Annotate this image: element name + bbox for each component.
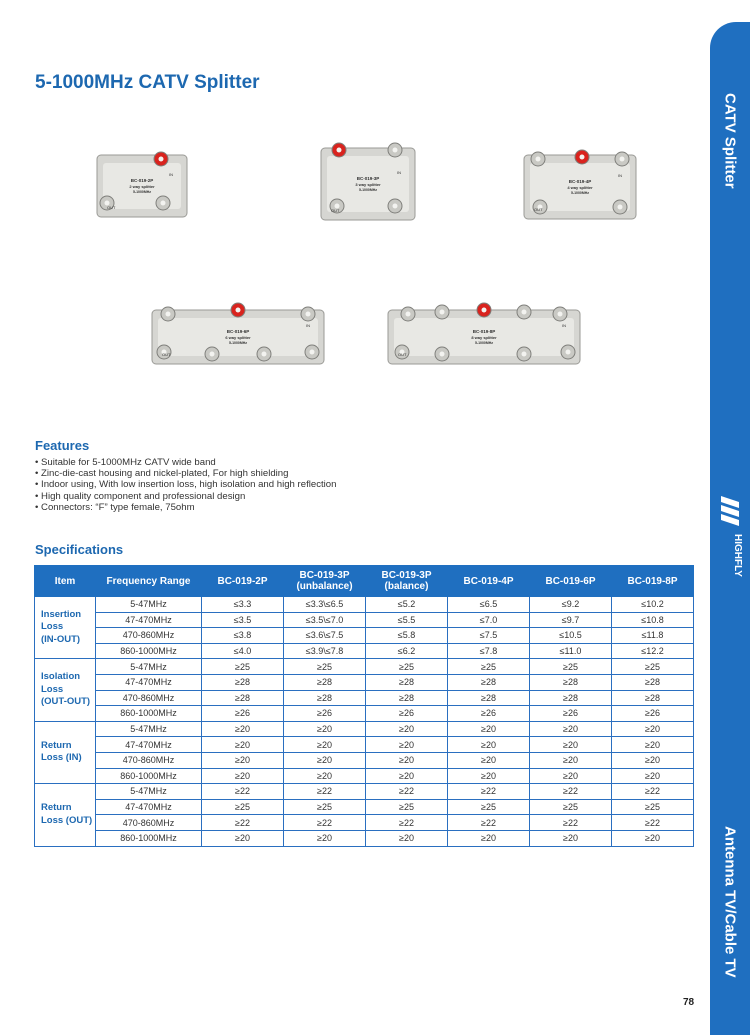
- spec-value-cell: ≥22: [530, 815, 612, 831]
- spec-value-cell: ≥25: [448, 659, 530, 675]
- spec-value-cell: ≥25: [366, 659, 448, 675]
- frequency-range-cell: 860-1000MHz: [96, 830, 202, 846]
- spec-value-cell: ≥20: [366, 830, 448, 846]
- spec-value-cell: ≥28: [202, 674, 284, 690]
- port-in-label: IN: [618, 173, 622, 178]
- spec-value-cell: ≥20: [202, 752, 284, 768]
- spec-value-cell: ≤11.8: [612, 628, 694, 644]
- frequency-range-cell: 470-860MHz: [96, 815, 202, 831]
- specifications-heading: Specifications: [35, 542, 124, 557]
- spec-value-cell: ≥20: [530, 721, 612, 737]
- table-header-cell: BC-019-4P: [448, 566, 530, 597]
- spec-value-cell: ≥26: [612, 706, 694, 722]
- table-header-cell: Item: [35, 566, 96, 597]
- spec-value-cell: ≥22: [530, 784, 612, 800]
- spec-value-cell: ≥20: [530, 752, 612, 768]
- table-row: [35, 737, 694, 753]
- port-out-label: OUT: [107, 205, 116, 210]
- product-desc-label: 6 way splitter: [225, 335, 251, 340]
- feature-item: • Zinc-die-cast housing and nickel-plated, For high shielding: [35, 468, 336, 479]
- frequency-range-cell: 47-470MHz: [96, 612, 202, 628]
- spec-value-cell: ≥20: [284, 737, 366, 753]
- spec-value-cell: ≥22: [202, 784, 284, 800]
- product-model-label: BC-019-4P: [568, 179, 592, 184]
- frequency-range-cell: 860-1000MHz: [96, 643, 202, 659]
- port-out-label: OUT: [398, 352, 407, 357]
- port-in-label: IN: [562, 323, 566, 328]
- frequency-range-cell: 5-47MHz: [96, 721, 202, 737]
- table-row: [35, 674, 694, 690]
- spec-value-cell: ≤3.5: [202, 612, 284, 628]
- spec-value-cell: ≥20: [612, 830, 694, 846]
- spec-value-cell: ≥26: [530, 706, 612, 722]
- port-out-label: OUT: [162, 352, 171, 357]
- feature-item: • Indoor using, With low insertion loss, high isolation and high reflection: [35, 479, 336, 490]
- spec-value-cell: ≤9.2: [530, 597, 612, 613]
- spec-value-cell: ≥20: [202, 830, 284, 846]
- spec-value-cell: ≤3.5\≤7.0: [284, 612, 366, 628]
- spec-value-cell: ≥25: [612, 799, 694, 815]
- spec-value-cell: ≥28: [448, 690, 530, 706]
- product-model-label: BC-019-8P: [472, 329, 496, 334]
- splitter-product-image: [520, 145, 640, 225]
- spec-value-cell: ≤3.6\≤7.5: [284, 628, 366, 644]
- spec-value-cell: ≥22: [366, 784, 448, 800]
- spec-value-cell: ≥20: [366, 737, 448, 753]
- spec-group-label: Return Loss (OUT): [35, 784, 96, 846]
- spec-value-cell: ≤7.5: [448, 628, 530, 644]
- product-freq-label: 5-1000MHz: [132, 190, 152, 194]
- port-out-label: OUT: [331, 208, 340, 213]
- product-freq-label: 5-1000MHz: [358, 188, 378, 192]
- spec-value-cell: ≤7.8: [448, 643, 530, 659]
- table-header-cell: BC-019-6P: [530, 566, 612, 597]
- spec-group-label: Return Loss (IN): [35, 721, 96, 783]
- spec-value-cell: ≥28: [612, 674, 694, 690]
- spec-value-cell: ≥22: [612, 815, 694, 831]
- spec-value-cell: ≥22: [612, 784, 694, 800]
- spec-value-cell: ≥20: [448, 737, 530, 753]
- table-header-row: [35, 566, 694, 597]
- spec-value-cell: ≥28: [530, 690, 612, 706]
- table-header-cell: BC-019-3P (balance): [366, 566, 448, 597]
- table-row: [35, 799, 694, 815]
- spec-value-cell: ≥25: [284, 799, 366, 815]
- frequency-range-cell: 47-470MHz: [96, 674, 202, 690]
- product-freq-label: 5-1000MHz: [228, 341, 248, 345]
- spec-value-cell: ≤6.2: [366, 643, 448, 659]
- spec-value-cell: ≥25: [612, 659, 694, 675]
- spec-value-cell: ≥25: [202, 799, 284, 815]
- product-desc-label: 4 way splitter: [567, 185, 593, 190]
- table-row: [35, 659, 694, 675]
- spec-value-cell: ≤3.3: [202, 597, 284, 613]
- spec-value-cell: ≥22: [284, 784, 366, 800]
- product-freq-label: 5-1000MHz: [474, 341, 494, 345]
- spec-value-cell: ≤6.5: [448, 597, 530, 613]
- brand-name: HIGHFLY: [732, 534, 743, 577]
- product-model-label: BC-019-3P: [356, 176, 380, 181]
- spec-value-cell: ≥25: [448, 799, 530, 815]
- page-number: 78: [683, 997, 695, 1008]
- table-row: [35, 706, 694, 722]
- table-header-cell: BC-019-2P: [202, 566, 284, 597]
- spec-value-cell: ≤3.3\≤6.5: [284, 597, 366, 613]
- side-tab-section: Antenna TV/Cable TV: [721, 826, 739, 978]
- spec-value-cell: ≥28: [530, 674, 612, 690]
- spec-value-cell: ≤10.2: [612, 597, 694, 613]
- spec-value-cell: ≥20: [530, 768, 612, 784]
- spec-group-label: Insertion Loss (IN-OUT): [35, 597, 96, 659]
- spec-value-cell: ≥20: [202, 737, 284, 753]
- frequency-range-cell: 5-47MHz: [96, 784, 202, 800]
- spec-value-cell: ≥26: [202, 706, 284, 722]
- feature-item: • Suitable for 5-1000MHz CATV wide band: [35, 457, 336, 468]
- spec-value-cell: ≤5.5: [366, 612, 448, 628]
- spec-value-cell: ≥26: [284, 706, 366, 722]
- frequency-range-cell: 5-47MHz: [96, 597, 202, 613]
- spec-value-cell: ≥20: [612, 752, 694, 768]
- spec-value-cell: ≥25: [530, 799, 612, 815]
- spec-value-cell: ≥20: [448, 768, 530, 784]
- side-tab-category: CATV Splitter: [721, 93, 739, 189]
- spec-value-cell: ≥20: [202, 768, 284, 784]
- table-row: [35, 752, 694, 768]
- specifications-table: [34, 565, 694, 847]
- spec-value-cell: ≥20: [612, 737, 694, 753]
- port-in-label: IN: [169, 172, 173, 177]
- spec-value-cell: ≥26: [366, 706, 448, 722]
- spec-value-cell: ≥20: [366, 752, 448, 768]
- table-row: [35, 768, 694, 784]
- frequency-range-cell: 470-860MHz: [96, 752, 202, 768]
- spec-value-cell: ≥20: [284, 768, 366, 784]
- product-desc-label: 2 way splitter: [129, 184, 155, 189]
- spec-value-cell: ≤10.8: [612, 612, 694, 628]
- spec-group-label: Isolation Loss (OUT-OUT): [35, 659, 96, 721]
- spec-value-cell: ≤11.0: [530, 643, 612, 659]
- brand-logo-icon: [715, 492, 745, 592]
- frequency-range-cell: 5-47MHz: [96, 659, 202, 675]
- spec-value-cell: ≥20: [284, 752, 366, 768]
- spec-value-cell: ≥20: [284, 721, 366, 737]
- spec-value-cell: ≥20: [202, 721, 284, 737]
- spec-value-cell: ≥28: [448, 674, 530, 690]
- port-in-label: IN: [397, 170, 401, 175]
- spec-value-cell: ≥20: [612, 721, 694, 737]
- spec-value-cell: ≥28: [612, 690, 694, 706]
- table-row: [35, 643, 694, 659]
- spec-value-cell: ≤5.8: [366, 628, 448, 644]
- spec-value-cell: ≥20: [612, 768, 694, 784]
- product-model-label: BC-019-6P: [226, 329, 250, 334]
- splitter-product-image: [317, 138, 419, 226]
- frequency-range-cell: 47-470MHz: [96, 737, 202, 753]
- spec-value-cell: ≥28: [202, 690, 284, 706]
- spec-value-cell: ≥22: [448, 784, 530, 800]
- product-freq-label: 5-1000MHz: [570, 191, 590, 195]
- features-heading: Features: [35, 438, 90, 453]
- table-row: [35, 628, 694, 644]
- frequency-range-cell: 860-1000MHz: [96, 768, 202, 784]
- spec-value-cell: ≤10.5: [530, 628, 612, 644]
- spec-value-cell: ≥26: [448, 706, 530, 722]
- table-row: [35, 784, 694, 800]
- product-desc-label: 3 way splitter: [355, 182, 381, 187]
- table-row: [35, 690, 694, 706]
- feature-item: • High quality component and professional design: [35, 491, 336, 502]
- frequency-range-cell: 860-1000MHz: [96, 706, 202, 722]
- spec-value-cell: ≤5.2: [366, 597, 448, 613]
- splitter-product-image: [148, 300, 328, 370]
- port-out-label: OUT: [534, 207, 543, 212]
- spec-value-cell: ≥22: [284, 815, 366, 831]
- feature-item: • Connectors: “F” type female, 75ohm: [35, 502, 336, 513]
- spec-value-cell: ≥20: [448, 752, 530, 768]
- spec-value-cell: ≤12.2: [612, 643, 694, 659]
- spec-value-cell: ≥28: [366, 674, 448, 690]
- frequency-range-cell: 470-860MHz: [96, 690, 202, 706]
- product-desc-label: 8 way splitter: [471, 335, 497, 340]
- table-header-cell: BC-019-8P: [612, 566, 694, 597]
- port-in-label: IN: [306, 323, 310, 328]
- splitter-product-image: [384, 300, 584, 370]
- table-row: [35, 721, 694, 737]
- features-list: [35, 457, 336, 513]
- spec-value-cell: ≤3.8: [202, 628, 284, 644]
- spec-value-cell: ≥25: [284, 659, 366, 675]
- page-title: 5-1000MHz CATV Splitter: [35, 72, 260, 93]
- splitter-product-image: [93, 145, 191, 223]
- spec-value-cell: ≤3.9\≤7.8: [284, 643, 366, 659]
- spec-value-cell: ≥28: [366, 690, 448, 706]
- spec-value-cell: ≥28: [284, 674, 366, 690]
- table-header-cell: Frequency Range: [96, 566, 202, 597]
- spec-value-cell: ≥20: [366, 721, 448, 737]
- spec-value-cell: ≤9.7: [530, 612, 612, 628]
- spec-value-cell: ≥20: [448, 830, 530, 846]
- spec-value-cell: ≥20: [448, 721, 530, 737]
- spec-value-cell: ≥20: [530, 737, 612, 753]
- table-row: [35, 612, 694, 628]
- table-row: [35, 597, 694, 613]
- spec-value-cell: ≤4.0: [202, 643, 284, 659]
- spec-value-cell: ≥20: [530, 830, 612, 846]
- spec-value-cell: ≥20: [284, 830, 366, 846]
- spec-value-cell: ≥20: [366, 768, 448, 784]
- spec-value-cell: ≥25: [202, 659, 284, 675]
- frequency-range-cell: 470-860MHz: [96, 628, 202, 644]
- spec-value-cell: ≤7.0: [448, 612, 530, 628]
- table-row: [35, 815, 694, 831]
- spec-value-cell: ≥22: [366, 815, 448, 831]
- spec-value-cell: ≥28: [284, 690, 366, 706]
- frequency-range-cell: 47-470MHz: [96, 799, 202, 815]
- spec-value-cell: ≥22: [448, 815, 530, 831]
- side-tab: [710, 22, 750, 1035]
- spec-value-cell: ≥22: [202, 815, 284, 831]
- table-row: [35, 830, 694, 846]
- table-header-cell: BC-019-3P (unbalance): [284, 566, 366, 597]
- product-model-label: BC-019-2P: [130, 178, 154, 183]
- spec-value-cell: ≥25: [366, 799, 448, 815]
- spec-value-cell: ≥25: [530, 659, 612, 675]
